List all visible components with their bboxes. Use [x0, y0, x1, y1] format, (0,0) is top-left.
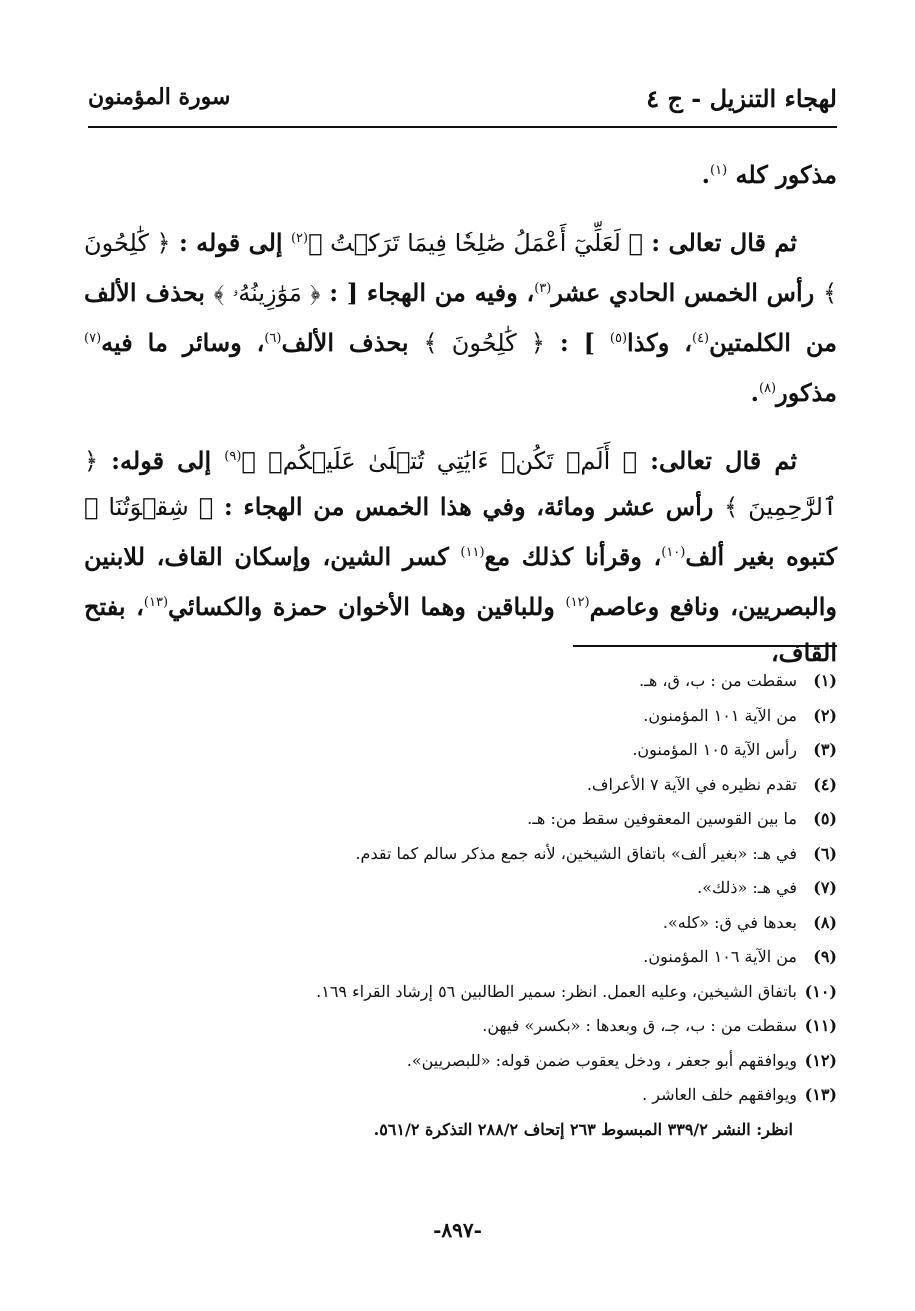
quran-quote: ﴿ كَٰلِحُونَ ﴾ — [423, 329, 545, 357]
text-run: وللباقين وهما الأخوان حمزة والكسائي — [168, 592, 566, 621]
footnote-text: رأس الآية ١٠٥ المؤمنون. — [632, 740, 797, 759]
footnote-text: من الآية ١٠١ المؤمنون. — [643, 705, 797, 725]
footnote-text: في هـ: «ذلك». — [697, 878, 797, 897]
footnote-marker: (١٣) — [143, 595, 169, 610]
footnote — [84, 733, 837, 768]
quran-quote: ﴿ مَوَٰزِينُهُۥ ﴾ — [213, 279, 321, 307]
footnote-marker: (٥) — [609, 331, 628, 346]
footnote-number: (١٠) — [804, 981, 837, 1001]
footnote — [84, 768, 837, 803]
footnote-text: ويوافقهم خلف العاشر . — [642, 1085, 797, 1104]
quran-quote: ﴿ كَٰلِحُونَ ﴾ — [84, 229, 838, 307]
text-run: كسر الشين، وإسكان القاف، للابنين والبصريين، ونافع وعاصم — [84, 542, 838, 621]
footnote-marker: (١١) — [460, 545, 485, 560]
footnote-text: ويوافقهم أبو جعفر ، ودخل يعقوب ضمن قوله: «للبصريين». — [406, 1050, 797, 1070]
footnote — [84, 664, 837, 699]
footnote-number: (٢) — [813, 705, 837, 725]
footnote-text: سقطت من : ب، جـ، ق وبعدها : «بكسر» فيهن. — [482, 1016, 797, 1035]
footnote-text: باتفاق الشيخين، وعليه العمل. انظر: سمير الطالبين ٥٦ إرشاد القراء ١٦٩. — [316, 981, 797, 1001]
footnote-text: من الآية ١٠٦ المؤمنون. — [643, 947, 797, 966]
text-run: . — [750, 378, 759, 407]
footnote-number: (١) — [813, 671, 837, 690]
footnote — [84, 906, 837, 941]
footnote-number: (٧) — [813, 878, 837, 897]
footnote-number: (٩) — [813, 947, 837, 966]
footnote-text: تقدم نظيره في الآية ٧ الأعراف. — [586, 774, 797, 794]
surah-title: سورة المؤمنون — [88, 84, 231, 110]
footnote-marker: (٦) — [264, 331, 282, 346]
paragraph-1 — [84, 216, 837, 416]
footnote-number: (١٣) — [804, 1085, 837, 1104]
footnote — [84, 940, 837, 975]
footnote-number: (١١) — [804, 1016, 837, 1035]
quran-quote: ﴿ لَعَلِّيٓ أَعْمَلُ صَٰلِحٗا فِيمَا تَرَكۡتُ ﴾ — [308, 229, 643, 257]
footnote-number: (١٢) — [804, 1050, 837, 1070]
text-run: رأس عشر ومائة، وفي هذا الخمس من الهجاء : — [213, 492, 725, 521]
footnote-marker: (٤) — [691, 331, 710, 346]
paragraph-0 — [84, 148, 837, 198]
footnote-number: (٥) — [813, 809, 837, 828]
footnotes — [84, 664, 837, 1147]
footnote-marker: (٣) — [534, 281, 552, 296]
running-header — [88, 78, 837, 128]
text-run: رأس الخمس الحادي عشر — [551, 278, 823, 307]
text-run: بحذف الألف — [281, 328, 424, 357]
footnote-text: في هـ: «بغير ألف» باتفاق الشيخين، لأنه جمع مذكر سالم كما تقدم. — [355, 843, 797, 863]
text-run: إلى قوله : — [170, 228, 291, 257]
book-title: لهجاء التنزيل - ج ٤ — [646, 84, 837, 113]
footnote — [84, 1078, 837, 1113]
quran-quote: ﴿ ٱلرَّٰحِمِينَ ﴾ — [84, 447, 838, 521]
text-run: . — [701, 160, 711, 189]
footnote-marker: (٧) — [84, 331, 102, 346]
footnote-text: سقطت من : ب، ق، هـ. — [639, 671, 797, 690]
footnote-marker: (١) — [710, 163, 728, 178]
footnote — [84, 837, 837, 872]
quran-quote: ﴿ شِقۡوَتُنَا ﴾ — [84, 493, 214, 521]
footnote-marker: (٨) — [758, 381, 777, 396]
footnote — [84, 871, 837, 906]
footnote-number: (٣) — [813, 740, 837, 759]
footnote-references: انظر: النشر ٣٣٩/٢ المبسوط ٢٦٣ إتحاف ٢٨٨/٢ التذكرة ٥٦١/٢. — [373, 1119, 793, 1139]
text-run: كتبوه بغير ألف — [685, 542, 838, 571]
text-run: ، وفيه من الهجاء [ : — [320, 278, 535, 307]
footnote-marker: (١٠) — [661, 545, 686, 560]
main-text — [84, 148, 837, 694]
text-run: بحذف الألف من الكلمتين — [84, 278, 837, 357]
footnote-number: (٨) — [813, 912, 837, 932]
footnote-marker: (١٢) — [565, 595, 590, 610]
text-run: ، وكذا — [627, 328, 692, 357]
text-run: ، وقرأنا كذلك مع — [484, 542, 662, 571]
paragraph-2 — [84, 434, 837, 676]
text-run: ثم قال تعالى: — [637, 446, 797, 475]
text-run: ، وسائر ما فيه — [101, 328, 265, 357]
quran-quote: ﴿ أَلَمۡ تَكُنۡ ءَايَٰتِي تُتۡلَىٰ عَلَيۡكُمۡ ﴾ — [241, 447, 638, 475]
text-run: مذكور — [776, 378, 837, 407]
footnote-marker: (٢) — [290, 231, 309, 246]
text-run: ثم قال تعالى : — [642, 228, 797, 257]
text-run: مذكور كله — [727, 160, 837, 189]
footnote — [84, 802, 837, 837]
footnote — [84, 699, 837, 734]
footnote-text: ما بين القوسين المعقوفين سقط من: هـ. — [527, 809, 797, 828]
footnote-number: (٦) — [813, 843, 837, 863]
footnote-divider — [573, 645, 837, 647]
text-run: ] : — [544, 328, 610, 357]
footnote — [84, 1044, 837, 1079]
page-number: -٨٩٧- — [433, 1218, 482, 1242]
footnote-number: (٤) — [813, 774, 837, 794]
footnote — [84, 1009, 837, 1044]
footnote — [84, 975, 837, 1010]
text-run: ، بفتح القاف، — [84, 592, 837, 667]
text-run: إلى قوله: — [98, 446, 225, 475]
footnote-marker: (٩) — [224, 449, 242, 464]
footnote-text: بعدها في ق: «كله». — [662, 912, 797, 932]
